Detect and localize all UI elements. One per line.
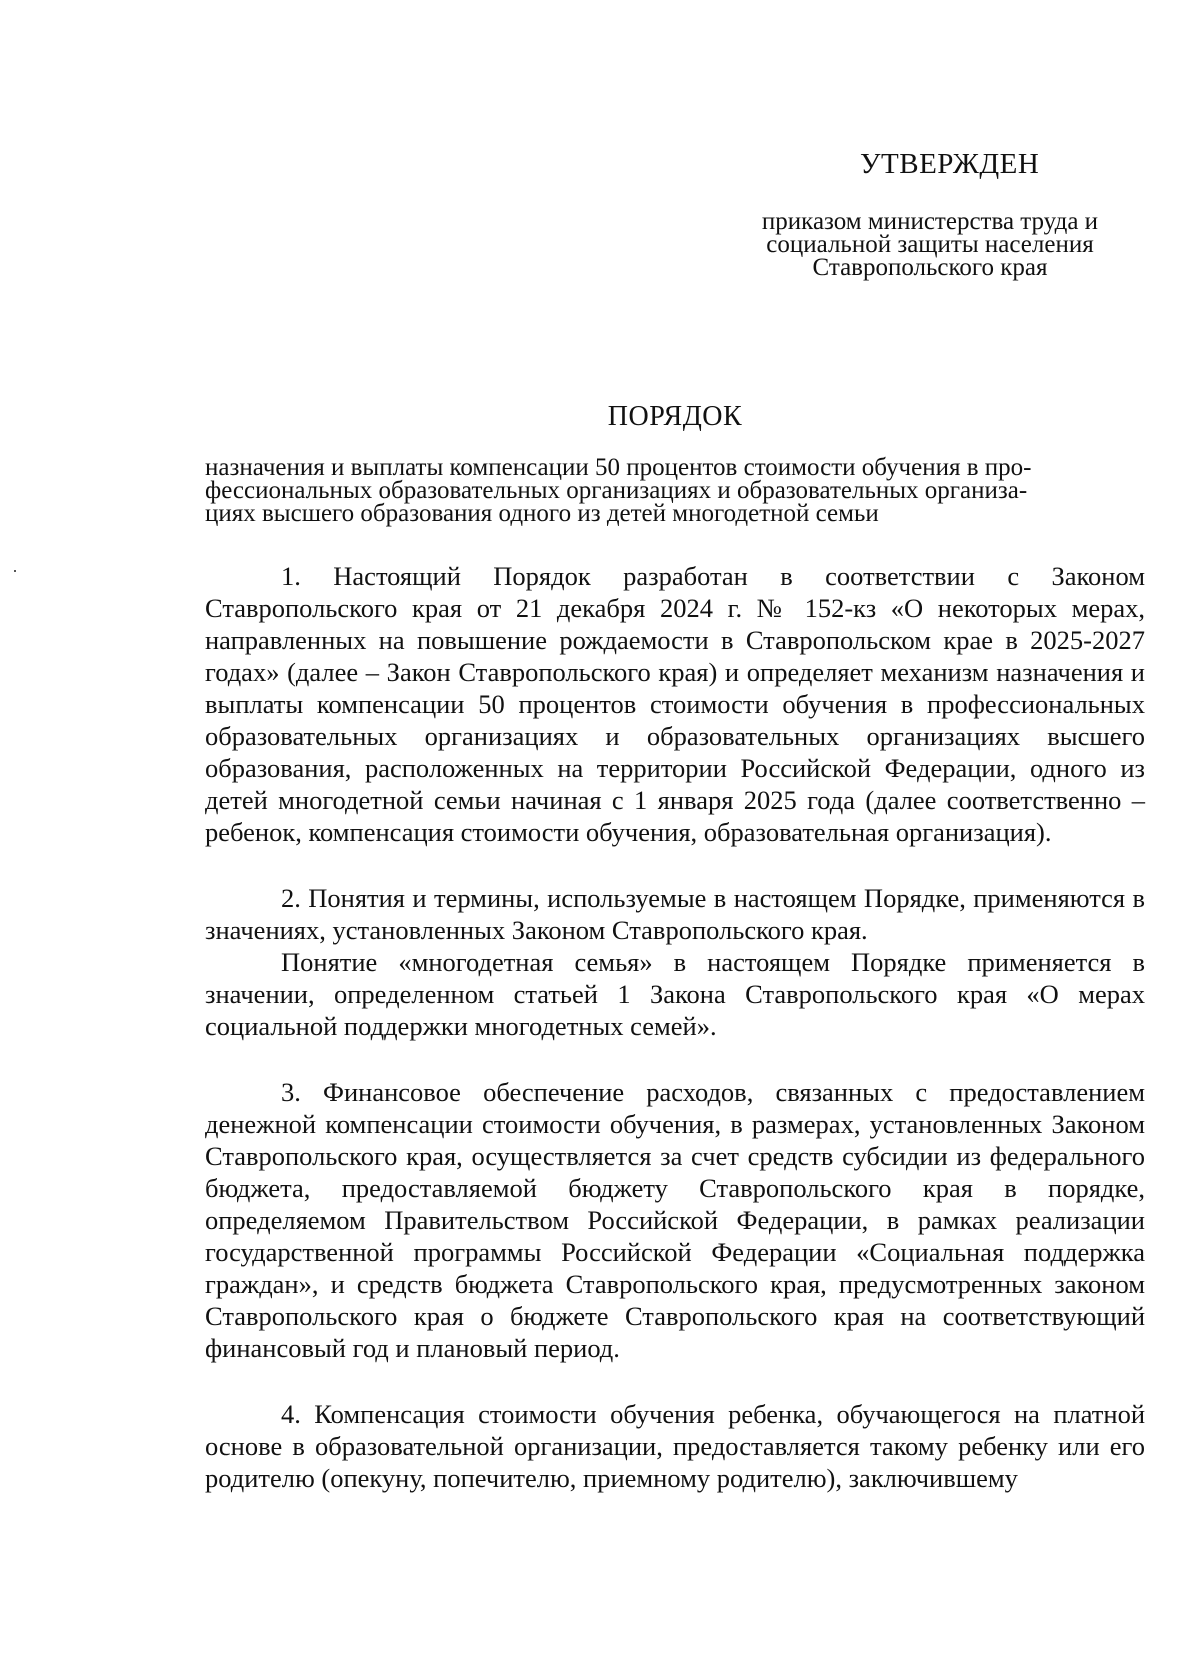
paragraph-2: 2. Понятия и термины, используемые в настоящем Порядке, применяются в значениях, установленных Законом Ставропольского края. bbox=[205, 883, 1145, 945]
document-body bbox=[205, 560, 1145, 1494]
approval-line: социальной защиты населения bbox=[766, 231, 1094, 258]
paragraph-3: 3. Финансовое обеспечение расходов, связанных с предоставлением денежной компенсации стоимости обучения, в размерах, установленных Законом Ставропольского края, осуществляется за счет средств субсидии из федерального бюджета, предоставляемой бюджету Ставропольского края в порядке, определяемом Правительством Российской Федерации, в рамках реализации государственной программы Российской Федерации «Социальная поддержка граждан», и средств бюджета Ставропольского края, предусмотренных законом Ставропольского края о бюджете Ставропольского края на соответствующий финансовый год и плановый период. bbox=[205, 1077, 1145, 1363]
approval-line: приказом министерства труда и bbox=[761, 208, 1099, 235]
approval-block bbox=[700, 210, 1160, 279]
subtitle-line: назначения и выплаты компенсации 50 процентов стоимости обучения в про- bbox=[205, 454, 1032, 481]
subtitle-line: циях высшего образования одного из детей многодетной семьи bbox=[205, 500, 879, 527]
scan-speck bbox=[14, 570, 16, 572]
paragraph-2-continued: Понятие «многодетная семья» в настоящем Порядке применяется в значении, определенном статьей 1 Закона Ставропольского края «О мерах социальной поддержки многодетных семей». bbox=[205, 947, 1145, 1041]
approval-heading: УТВЕРЖДЕН bbox=[860, 148, 1040, 180]
paragraph-1: 1. Настоящий Порядок разработан в соответствии с Законом Ставропольского края от 21 декабря 2024 г. № 152-кз «О некоторых мерах, направленных на повышение рождаемости в Ставропольском крае в 2025-2027 годах» (далее – Закон Ставропольского края) и определяет механизм назначения и выплаты компенсации 50 процентов стоимости обучения в профессиональных образовательных организациях и образовательных организациях высшего образования, расположенных на территории Российской Федерации, одного из детей многодетной семьи начиная с 1 января 2025 года (далее соответственно – ребенок, компенсация стоимости обучения, образовательная организация). bbox=[205, 561, 1145, 847]
paragraph-4: 4. Компенсация стоимости обучения ребенка, обучающегося на платной основе в образовательной организации, предоставляется такому ребенку или его родителю (опекуну, попечителю, приемному родителю), заключившему bbox=[205, 1399, 1145, 1493]
approval-line: Ставропольского края bbox=[812, 254, 1048, 281]
document-title: ПОРЯДОК bbox=[607, 401, 743, 432]
subtitle-line: фессиональных образовательных организациях и образовательных организа- bbox=[205, 477, 1028, 504]
document-subtitle bbox=[205, 456, 1145, 525]
